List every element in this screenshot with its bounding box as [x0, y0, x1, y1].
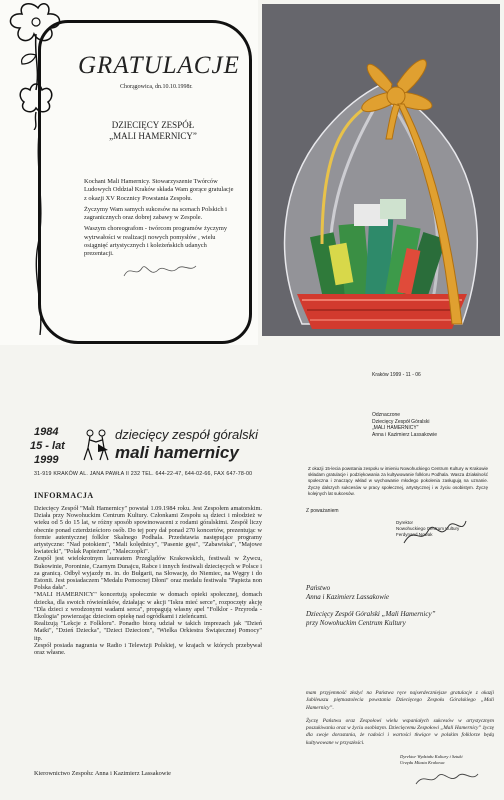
recipient-line-1: DZIECIĘCY ZESPÓŁ — [111, 120, 195, 130]
letter2-signature-block — [400, 754, 463, 766]
letter1-address-line: Anna i Kazimierz Lassakowie — [372, 431, 438, 438]
gift-basket-image — [262, 4, 500, 336]
letter2-org: przy Nowohuckim Centrum Kultury — [306, 619, 406, 627]
letter1-body: Z okazji 15-lecia powstania zespołu w imieniu Nowohuckiego Centrum Kultury w Krakowie składam gratulacje i podziękowania za kultywowanie folkloru Podhala. Wasza działalność społeczna i znaczący wkład w wychowanie młodego pokolenia zasługują na uznanie. Życzę dalszych sukcesów w pracy społecznej, artystycznej i w życiu osobistym. Życzę kolejnych lat sukcesów. — [308, 466, 488, 496]
info-paragraph: Zespół jest wielokrotnym laureatem Przeglądów Krakowskich, festiwali w Żywcu, Bukowinie, Poroninie, Czarnym Dunajcu, Rabce i innych festiwali dziecięcych w Polsce i za granicą. Odbył wyjazdy m. in. do Bułgarii, na Słowację, do Niemiec, na Węgry i do Estonii. Jest posiadaczem "Medalu Pomocnej Dłoni" oraz medalu festiwalu "Papieża non Polska dała". — [34, 555, 262, 592]
info-paragraph: Dziecięcy Zespół "Mali Hamernicy" powstał 1.09.1984 roku. Jest Zespołem amatorskim. Działa przy Nowohuckim Centrum Kultury. Członkami Zespołu są dzieci i młodzież w wieku od 5 do 15 lat, w różny sposób spowinowaceni z rodami góralskimi. Zespół liczy obecnie ponad czterdzieścioro osób. Do tej pory dał ponad 270 koncertów, prezentując w formie autentycznej folklor Skalnego Podhala. Przedstawia następujące programy artystyczne: "Nad potokiem", "Mali kolędnicy", "Pasenie gęsi", "Zabawiska", "Majowe kwiatecki", "Polak Papieżem", "Maleczopki". — [34, 505, 262, 556]
info-footer: Kierownictwo Zespołu: Anna i Kazimierz Lassakowie — [34, 770, 171, 777]
letter1-address-line: Dziecięcy Zespół Góralski — [372, 418, 430, 425]
letter1-signature-icon — [400, 515, 470, 550]
info-paragraph: Realizują "Lekcje z Folkloru". Ponadto biorą udział w takich imprezach jak "Dzień Matki", "Dzień Dziecka", "Dzieci Dzieciom", "Wielka Orkiestra Świątecznej Pomocy" itp. — [34, 620, 262, 642]
letter1-sig-line: Ferdynand Nowak — [396, 532, 433, 537]
letter2-signature-icon — [412, 768, 482, 790]
dancers-logo-icon — [80, 428, 112, 462]
year-end: 1999 — [34, 454, 59, 466]
signature-icon — [120, 258, 200, 283]
certificate-body — [84, 178, 234, 262]
letter1-date: Kraków 1999 - 11 - 06 — [372, 372, 421, 378]
anniversary-years: 15 - lat — [30, 440, 65, 452]
letter2-address — [306, 584, 496, 628]
letter2-names: Anna i Kazimierz Lassakowie — [306, 593, 390, 601]
certificate-date: Chorągowica, dn.10.10.1998r. — [120, 84, 193, 90]
recipient-line-2: „MALI HAMERNICY” — [109, 131, 197, 141]
ensemble-title: dziecięcy zespół góralski — [115, 427, 259, 442]
year-start: 1984 — [34, 426, 59, 438]
letter1-sig-line: Dyrektor — [396, 520, 414, 525]
letter2-group: Dziecięcy Zespół Góralski „Mali Hamernicy” — [306, 610, 436, 618]
info-body — [34, 505, 262, 656]
info-paragraph: "MALI HAMERNICY" koncertują społecznie w domach opieki społecznej, domach dziecka, dla swoich rówieśników, działając w akcji "Iskra mieć serce", rozpoczęty akcję "Dla dzieci z wrodzonymi wadami serca", propagują własny apel "Folklor - Przyroda - Ekologia" powierzając dzieciom opiekę nad ogródkami i zieleńcami. — [34, 591, 262, 621]
letter1-sig-line: Nowohuckiego Centrum Kultury — [396, 526, 460, 531]
letter1-closing: Z poważaniem — [306, 508, 339, 514]
info-paragraph: Zespół posiada nagrania w Radio i Telewizji Polskiej, w krajach w których przebywał oraz własne. — [34, 641, 262, 657]
certificate-paragraph: Waszym choreografom - twórcom programów życzymy wytrwałości w realizacji nowych pomysłów , wielu osiągnięć artystycznych i koleżeńskich udanych prezentacji. — [84, 225, 228, 258]
letter2-paragraph: mam przyjemność złożyć na Państwa ręce najserdeczniejsze gratulacje z okazji Jubileuszu piętnastolecia powstania Dziecięcego Zespołu Góralskiego „Mali Hamernicy”. — [306, 690, 494, 711]
ensemble-address: 31-919 KRAKÓW AL. JANA PAWŁA II 232 TEL. 644-22-47, 644-02-66, FAX 647-78-00 — [34, 471, 253, 477]
letter2-sig-line: Dyrektor Wydziału Kultury i Sztuki — [400, 754, 463, 759]
letter1-address — [372, 412, 437, 438]
letter2-body — [306, 690, 494, 747]
certificate-paragraph: Kochani Mali Hamernicy. Stowarzyszenie Twórców Ludowych Oddział Kraków składa Wam gorące gratulacje z okazji XV Rocznicy Powstania Zespołu. — [84, 178, 234, 202]
certificate-title: GRATULACJE — [78, 52, 240, 79]
letter2-salute: Państwo — [306, 584, 331, 592]
certificate-recipient — [78, 120, 228, 142]
ensemble-name: mali hamernicy — [115, 443, 239, 462]
congratulations-certificate — [0, 0, 258, 345]
letter1-address-line: Odznaczone — [372, 412, 401, 418]
gift-basket-photo — [262, 4, 500, 336]
letter1-address-line: „MALI HAMERNICY” — [372, 425, 419, 431]
info-heading: INFORMACJA — [34, 491, 94, 500]
letter2-paragraph: Życzę Państwu oraz Zespołowi wielu wspaniałych sukcesów w artystycznym poszukiwaniu oraz w życiu osobistym. Dziecięcemu Zespołowi „Mali Hamernicy” życzę dla swoje dorastania, że radości i wartości tkwiące w polskim folklorze będą kultywowane w przyszłości. — [306, 717, 494, 746]
letter2-sig-line: Urzędu Miasta Krakowa — [400, 760, 445, 765]
certificate-paragraph: Życzymy Wam samych sukcesów na scenach Polskich i zagranicznych oraz dobrej zabawy w Zespole. — [84, 205, 227, 222]
